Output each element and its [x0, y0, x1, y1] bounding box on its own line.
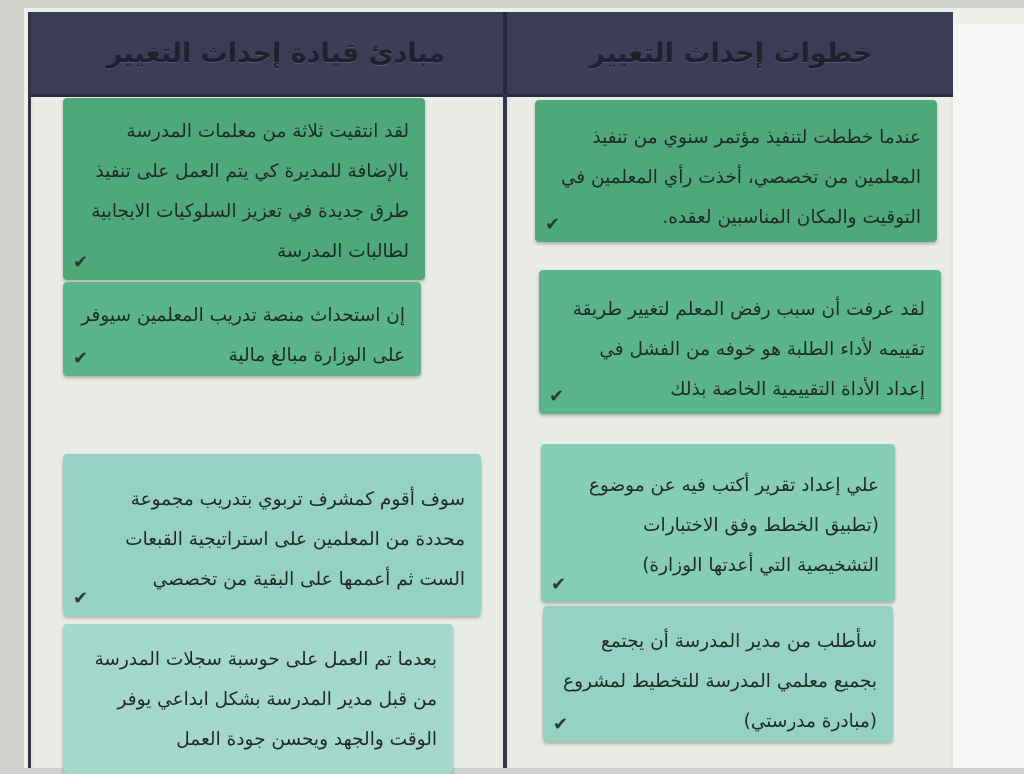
checkmark-icon: ✔ — [545, 214, 561, 235]
column-title-steps: خطوات إحداث التغيير — [589, 38, 873, 69]
checkmark-icon: ✔ — [549, 386, 565, 407]
card-text: عندما خططت لتنفيذ مؤتمر سنوي من تنفيذ المعلمين من تخصصي، أخذت رأي المعلمين في التوقيت والمكان المناسبين لعقده. — [560, 127, 921, 228]
answer-card[interactable] — [543, 606, 893, 742]
column-divider — [503, 94, 507, 768]
card-text: سوف أقوم كمشرف تربوي بتدريب مجموعة محددة من المعلمين على استراتيجية القبعات الست ثم أعممها على البقية من تخصصي — [125, 489, 465, 590]
answer-card[interactable] — [63, 282, 421, 376]
card-text: إن استحداث منصة تدريب المعلمين سيوفر على الوزارة مبالغ مالية — [81, 305, 405, 366]
checkmark-icon: ✔ — [73, 252, 89, 273]
header-divider — [503, 12, 507, 94]
answer-card[interactable] — [63, 454, 481, 616]
answer-card[interactable] — [63, 624, 453, 774]
window-edge — [946, 24, 1024, 768]
card-text: لقد انتقيت ثلاثة من معلمات المدرسة بالإضافة للمديرة كي يتم العمل على تنفيذ طرق جديدة في تعزيز السلوكيات الايجابية لطالبات المدرسة — [91, 121, 409, 262]
header-bar — [31, 12, 953, 97]
card-text: لقد عرفت أن سبب رفض المعلم لتغيير طريقة تقييمه لأداء الطلبة هو خوفه من الفشل في إعداد الأداة التقييمية الخاصة بذلك — [572, 299, 925, 400]
card-text: بعدما تم العمل على حوسبة سجلات المدرسة من قبل مدير المدرسة بشكل ابداعي يوفر الوقت والجهد ويحسن جودة العمل — [94, 649, 437, 750]
answer-card[interactable] — [63, 98, 425, 280]
answer-card[interactable] — [535, 100, 937, 242]
checkmark-icon: ✔ — [73, 588, 89, 609]
drag-drop-board — [28, 12, 953, 768]
checkmark-icon: ✔ — [551, 574, 567, 595]
answer-card[interactable] — [541, 444, 895, 602]
checkmark-icon: ✔ — [553, 714, 569, 735]
checkmark-icon: ✔ — [73, 348, 89, 369]
card-text: سأطلب من مدير المدرسة أن يجتمع بجميع معلمي المدرسة للتخطيط لمشروع (مبادرة مدرستي) — [563, 631, 877, 732]
card-text: علي إعداد تقرير أكتب فيه عن موضوع (تطبيق الخطط وفق الاختبارات التشخيصية التي أعدتها الوزارة) — [588, 475, 879, 576]
answer-card[interactable] — [539, 270, 941, 414]
column-title-principles: مبادئ قيادة إحداث التغيير — [106, 38, 446, 69]
